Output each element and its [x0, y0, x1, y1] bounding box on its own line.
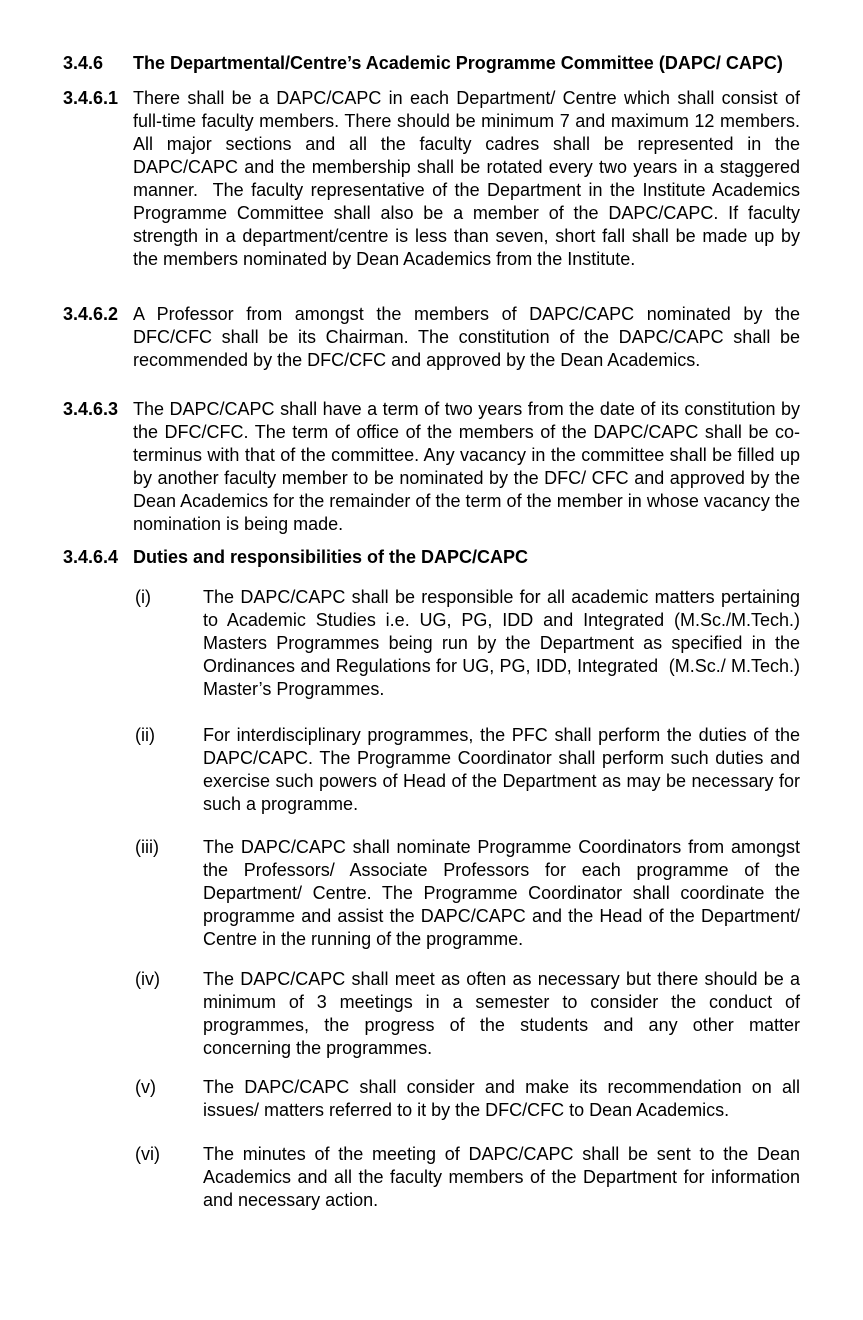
section-number: 3.4.6: [63, 53, 104, 73]
paragraph-3-4-6-2: [63, 303, 806, 372]
list-item-v: [135, 1076, 806, 1122]
duties-list: [63, 586, 806, 1212]
list-item-text: The DAPC/CAPC shall be responsible for all academic matters pertaining to Academic Studies i.e. UG, PG, IDD and Integrated (M.Sc./M.Tech.) Masters Programmes being run by the Department as specified in the Ordinances and Regulations for UG, PG, IDD, Integrated (M.Sc./ M.Tech.) Master’s Programmes.: [203, 587, 806, 699]
subsection-heading: [63, 546, 800, 569]
list-item-label: (i): [135, 587, 151, 607]
list-item-label: (v): [135, 1077, 156, 1097]
paragraph-number: 3.4.6.3: [63, 399, 119, 419]
list-item-label: (vi): [135, 1144, 160, 1164]
paragraph-number: 3.4.6.2: [63, 304, 119, 324]
list-item-label: (iii): [135, 837, 159, 857]
list-item-label: (iv): [135, 969, 160, 989]
list-item-iii: [135, 836, 806, 951]
list-item-text: The minutes of the meeting of DAPC/CAPC shall be sent to the Dean Academics and all the faculty members of the Department for information and necessary action.: [203, 1144, 806, 1210]
paragraph-3-4-6-1: [63, 87, 806, 271]
list-item-i: [135, 586, 806, 701]
list-item-text: The DAPC/CAPC shall meet as often as necessary but there should be a minimum of 3 meetings in a semester to consider the conduct of programmes, the progress of the students and any other matter concerning the programmes.: [203, 969, 806, 1058]
list-item-text: For interdisciplinary programmes, the PFC shall perform the duties of the DAPC/CAPC. The Programme Coordinator shall perform such duties and exercise such powers of Head of the Department as may be necessary for such a programme.: [203, 725, 806, 814]
paragraph-text: There shall be a DAPC/CAPC in each Department/ Centre which shall consist of full-time faculty members. There should be minimum 7 and maximum 12 members. All major sections and all the faculty cadres shall be represented in the DAPC/CAPC and the membership shall be rotated every two years in a staggered manner. The faculty representative of the Department in the Institute Academics Programme Committee shall also be a member of the DAPC/CAPC. If faculty strength in a department/centre is less than seven, short fall shall be made up by the members nominated by Dean Academics from the Institute.: [133, 88, 806, 269]
paragraph-text: A Professor from amongst the members of DAPC/CAPC nominated by the DFC/CFC shall be its Chairman. The constitution of the DAPC/CAPC shall be recommended by the DFC/CFC and approved by the Dean Academics.: [133, 304, 806, 370]
list-item-label: (ii): [135, 725, 155, 745]
list-item-iv: [135, 968, 806, 1060]
paragraph-3-4-6-3: [63, 398, 806, 536]
list-item-text: The DAPC/CAPC shall consider and make its recommendation on all issues/ matters referred to it by the DFC/CFC to Dean Academics.: [203, 1077, 806, 1120]
subsection-number: 3.4.6.4: [63, 547, 119, 567]
list-item-vi: [135, 1143, 806, 1212]
list-item-ii: [135, 724, 806, 816]
section-title: The Departmental/Centre’s Academic Programme Committee (DAPC/ CAPC): [133, 53, 783, 73]
section-heading: [63, 50, 800, 77]
list-item-text: The DAPC/CAPC shall nominate Programme Coordinators from amongst the Professors/ Associate Professors for each programme of the Department/ Centre. The Programme Coordinator shall coordinate the programme and assist the DAPC/CAPC and the Head of the Department/ Centre in the running of the programme.: [203, 837, 806, 949]
subsection-title: Duties and responsibilities of the DAPC/CAPC: [133, 547, 529, 567]
paragraph-number: 3.4.6.1: [63, 88, 119, 108]
paragraph-text: The DAPC/CAPC shall have a term of two years from the date of its constitution by the DFC/CFC. The term of office of the members of the DAPC/CAPC shall be co-terminus with that of the committee. Any vacancy in the committee shall be filled up by another faculty member to be nominated by the DFC/ CFC and approved by the Dean Academics for the remainder of the term of the member in whose vacancy the nomination is being made.: [133, 399, 806, 534]
